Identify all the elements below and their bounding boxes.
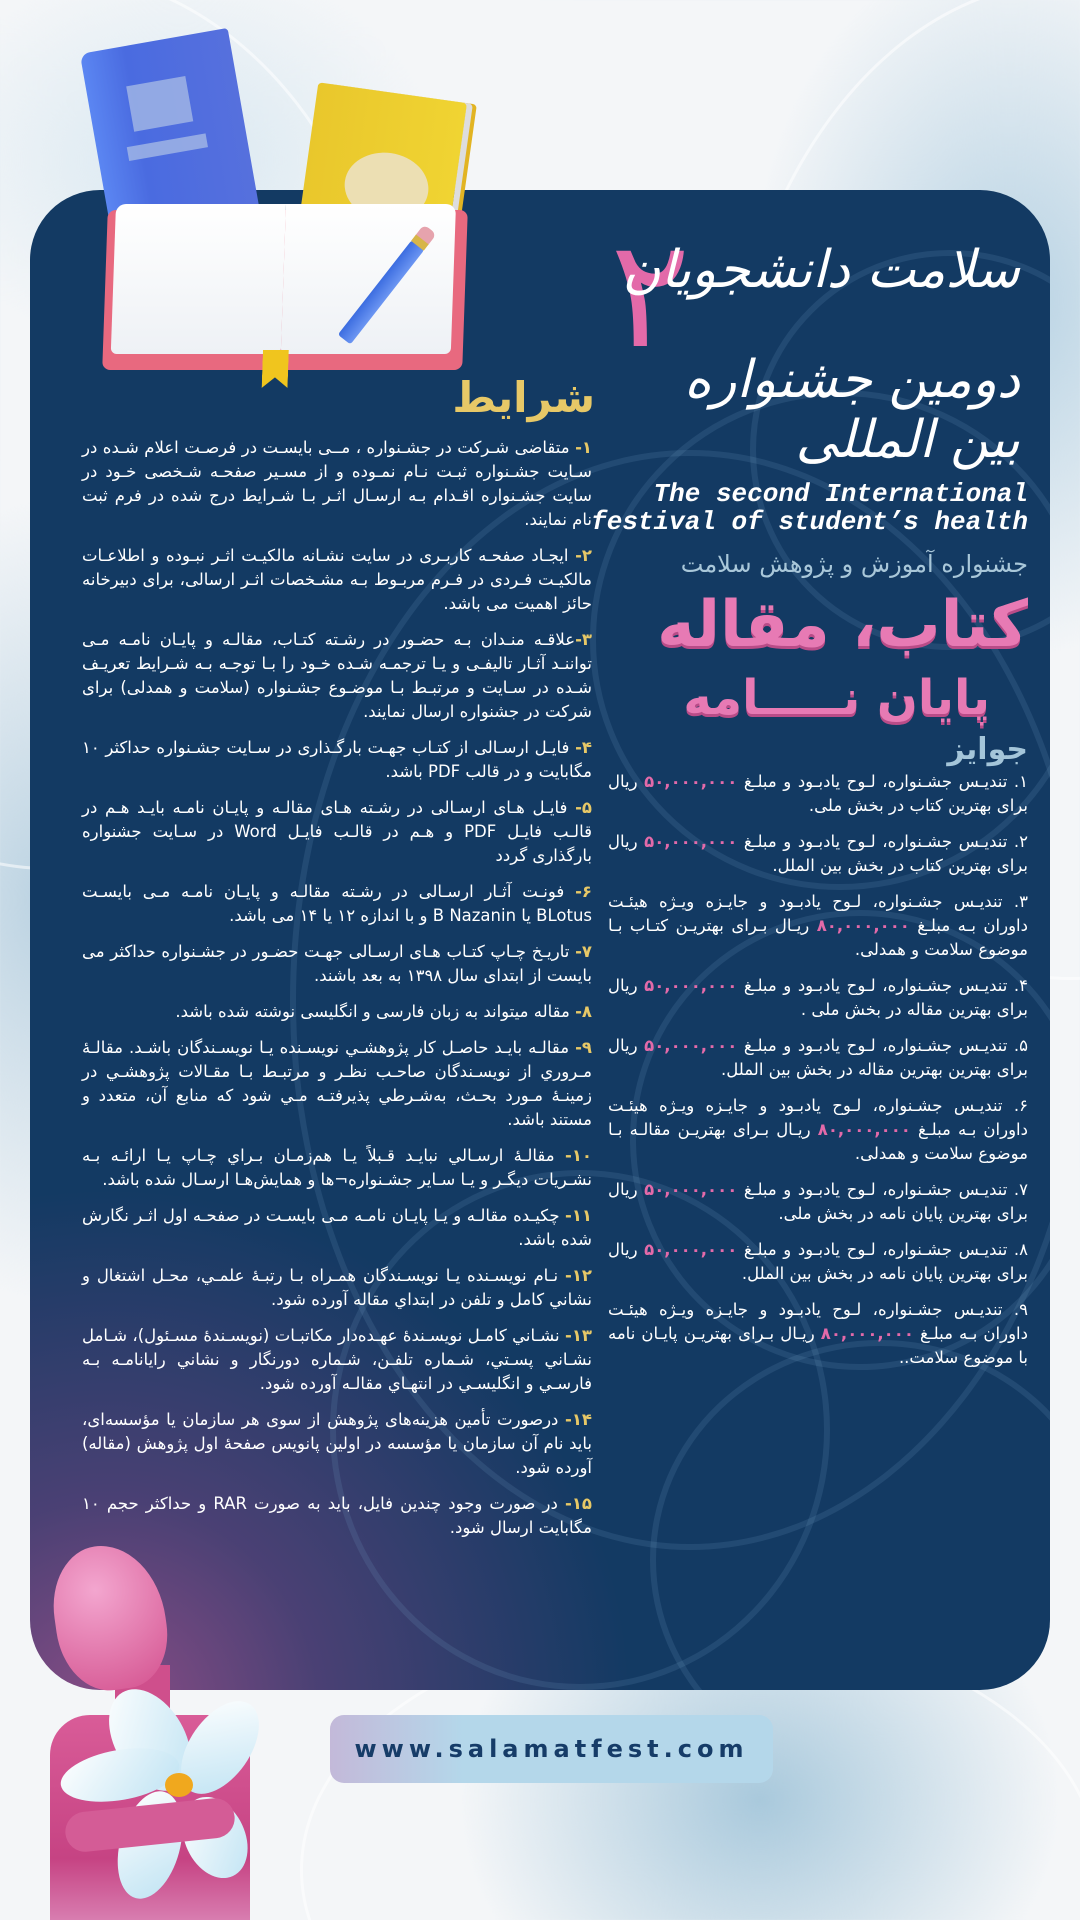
condition-text: علاقـه منـدان بـه حضـور در رشـته کتـاب، مقالـه و پایـان نامـه مـی تواننـد آثـار تالیفـی و یـا ترجمـه شـده خـود را بـا توجـه بـه شـرایط تعریـف شـده در سـایت و مرتبـط بـا موضـوع جشـنواره (سلامت و همدلی) برای شرکت در جشنواره ارسال نمایند. (82, 630, 592, 721)
award-text: ۴. تندیـس جشـنواره، لـوح یادبـود و مبلـغ (737, 976, 1028, 995)
logo-line-1: سلامت دانشجویان (622, 240, 1020, 300)
condition-item (82, 1408, 592, 1480)
english-title-line-2: festival of student’s health (591, 507, 1028, 537)
award-amount: ۸۰,۰۰۰,۰۰۰ (817, 1120, 911, 1139)
award-text: ریال برای بهترین پایان نامه در بخش بین الملل. (608, 1240, 1028, 1283)
award-item (608, 770, 1028, 818)
condition-number: ۱۲- (564, 1266, 592, 1285)
condition-text: فونـت آثـار ارسـالی در رشـته مقالـه و پایـان نامـه مـی بایسـت BLotus یا B Nazanin و با اندازه ۱۲ یا ۱۴ می باشد. (82, 882, 592, 925)
award-amount: ۵۰,۰۰۰,۰۰۰ (644, 1180, 738, 1199)
award-text: ۶. تندیـس جشـنواره، لـوح یادبـود و جایـزه ویـژه هیئـت داوران بـه مبلـغ (608, 1096, 1028, 1139)
condition-number: ۸- (575, 1002, 592, 1021)
awards-heading: جوایز (947, 732, 1028, 767)
condition-text: نشـاني كامـل نويسـندۀ عهـده‌دار مكاتبـات (نويسـندۀ مسـئول)، شـامل نشـاني پسـتي، شـماره تلفـن، شـماره دورنگار و نشاني رايانامـه بـه فارسـي و انگليسـي در انتهـاي مقالـه آورده شود. (82, 1326, 592, 1393)
condition-text: فایـل هـای ارسـالی در رشـته هـای مقالـه و پایـان نامـه بایـد هـم در قالـب فایـل PDF و هـم در قالـب فایـل Word در سـایت جشنواره بارگذاری گردد (82, 798, 592, 865)
condition-item (82, 1000, 592, 1024)
award-item (608, 1298, 1028, 1370)
condition-number: ۱۱- (564, 1206, 592, 1225)
condition-number: ۶- (575, 882, 592, 901)
conditions-list (82, 436, 592, 1552)
condition-number: ۹- (575, 1038, 592, 1057)
condition-text: چکیـده مقالـه و یـا پایـان نامـه مـی بایسـت در صفحـه اول اثـر نگارش شده باشد. (82, 1206, 592, 1249)
condition-item (82, 1324, 592, 1396)
award-text: ۹. تندیـس جشـنواره، لـوح یادبـود و جایـزه ویـژه هیئـت داوران بـه مبلـغ (608, 1300, 1028, 1343)
condition-number: ۷- (575, 942, 592, 961)
award-item (608, 1034, 1028, 1082)
condition-text: مقالـه بایـد حاصـل کار پژوهشـي نويسـنده يـا نويسـندگان باشـد. مقالـۀ مـروري از نويسـندگان صاحـب نظـر و مرتبـط بـا مقـالات پژوهشـي در زمينـۀ مـورد بحـث، به‌شـرطي پذيرفتـه مـي شود كه منابع آن، متعدد و مستند باشد. (82, 1038, 592, 1129)
condition-item (82, 544, 592, 616)
condition-text: نـام نويسـنده يـا نويسـندگان همـراه بـا رتبـۀ علمـي، محـل اشتغال و نشاني كامل و تلفن در ابتداي مقاله آورده شود. (82, 1266, 592, 1309)
award-text: ریال برای بهترین کتاب در بخش بین الملل. (608, 832, 1028, 875)
award-text: ریـال بـرای بهتریـن مقالـه بـا موضوع سلامت و همدلی. (608, 1120, 1028, 1163)
condition-item (82, 1204, 592, 1252)
website-url-text[interactable]: www.salamatfest.com (354, 1735, 749, 1763)
award-text: ریال برای بهترین کتاب در بخش ملی. (608, 772, 1028, 815)
condition-item (82, 628, 592, 724)
books-illustration (80, 40, 520, 380)
conditions-heading: شرایط (452, 373, 595, 422)
award-text: ۳. تندیـس جشـنواره، لـوح یادبـود و جایـزه ویـژه هیئـت داوران بـه مبلـغ (608, 892, 1028, 935)
award-text: ریال برای بهترین پایان نامه در بخش ملی. (608, 1180, 1028, 1223)
condition-number: ۱۵- (564, 1494, 592, 1513)
english-title (588, 480, 1028, 536)
award-text: ریال برای بهترین مقاله در بخش ملی . (608, 976, 1028, 1019)
condition-text: متقاضی شـرکت در جشـنواره ، مــی بایسـت در فرصـت اعلام شـده در سـایت جشـنواره ثبـت نـام نمـوده و از مسـیر صفحـه شـخصی خـود در سایت جشـنواره اقـدام بـه ارسـال اثـر بـا شـرایط درج شده در فرم ثبت نام نمایند. (82, 438, 592, 529)
condition-text: درصورت تأمین هزینه‌های پژوهش از سوی هر سازمان یا مؤسسه‌ای، باید نام آن سازمان یا مؤسسه در اولین پانویس صفحۀ اول پژوهش (مقاله) آورده شود. (82, 1410, 592, 1477)
condition-text: فایـل ارسـالی از کتـاب جهـت بارگـذاری در سـایت جشـنواره حداکثر ۱۰ مگابایت و در قالب PDF باشد. (82, 738, 592, 781)
condition-number: ۳- (575, 630, 592, 649)
award-amount: ۵۰,۰۰۰,۰۰۰ (644, 1036, 738, 1055)
award-text: ۱. تندیـس جشـنواره، لـوح یادبـود و مبلـغ (737, 772, 1028, 791)
award-item (608, 974, 1028, 1022)
award-amount: ۸۰,۰۰۰,۰۰۰ (816, 916, 910, 935)
festival-subtitle: جشنواره آموزش و پژوهش سلامت (680, 550, 1028, 578)
condition-text: مقالـۀ ارسـالي نبايـد قـبلاً يـا هم‌زمـان بـراي چـاپ يـا ارائـه بـه نشـريات ديگـر و يـا سـاير جشـنواره¬ها و همايش‌هـا ارسـال شده باشد. (82, 1146, 592, 1189)
condition-text: ایجـاد صفحـه کاربـری در سایت نشـانه مالکیـت اثـر نبـوده و اطلاعـات مالکیـت فـردی در فـرم مربـوط بـه مشـخصات اثـر ارسالی، برای دبیرخانه حائز اهمیت می باشد. (82, 546, 592, 613)
condition-item (82, 1492, 592, 1540)
award-text: ۵. تندیـس جشـنواره، لـوح یادبـود و مبلـغ (737, 1036, 1028, 1055)
award-amount: ۵۰,۰۰۰,۰۰۰ (644, 832, 738, 851)
condition-item (82, 796, 592, 868)
awards-list (608, 770, 1028, 1382)
award-text: ۷. تندیـس جشـنواره، لـوح یادبـود و مبلـغ (737, 1180, 1028, 1199)
award-amount: ۵۰,۰۰۰,۰۰۰ (644, 772, 738, 791)
condition-item (82, 880, 592, 928)
logo-line-2: دومین جشنواره بین المللی (684, 350, 1020, 470)
award-text: ریال برای بهترین بهترین مقاله در بخش بین الملل. (608, 1036, 1028, 1079)
condition-text: در صورت وجود چندین فایل، باید به صورت RAR و حداکثر حجم ۱۰ مگابایت ارسال شود. (82, 1494, 592, 1537)
award-text: ۸. تندیـس جشـنواره، لـوح یادبـود و مبلـغ (737, 1240, 1028, 1259)
award-text: ریـال بـرای بهتریـن پایـان نامه با موضوع سلامت.. (608, 1324, 1028, 1367)
condition-text: تاریـخ چـاپ کتـاب هـای ارسـالی جهـت حضـور در جشـنواره حداکثر می بایست از ابتدای سال ۱۳۹۸ به بعد باشند. (82, 942, 592, 985)
award-text: ریـال بـرای بهتریـن کتـاب بـا موضوع سلامت و همدلی. (608, 916, 1028, 959)
open-book-icon (102, 210, 468, 370)
condition-number: ۴- (575, 738, 592, 757)
condition-text: مقاله میتواند به زبان فارسی و انگلیسی نوشته شده باشد. (175, 1002, 576, 1021)
condition-item (82, 1036, 592, 1132)
website-url[interactable] (330, 1715, 773, 1783)
condition-item (82, 1144, 592, 1192)
festival-logo-calligraphy (600, 210, 1020, 470)
condition-number: ۲- (575, 546, 592, 565)
condition-item (82, 940, 592, 988)
condition-number: ۱۰- (564, 1146, 592, 1165)
condition-number: ۱- (575, 438, 592, 457)
flower-icon (165, 1773, 193, 1797)
category-subtitle: پایان نـــــامه (683, 670, 990, 726)
condition-item (82, 436, 592, 532)
condition-item (82, 736, 592, 784)
award-amount: ۵۰,۰۰۰,۰۰۰ (644, 1240, 738, 1259)
category-title: کتاب، مقاله (657, 588, 1028, 662)
condition-number: ۱۴- (564, 1410, 592, 1429)
award-amount: ۵۰,۰۰۰,۰۰۰ (644, 976, 738, 995)
award-item (608, 830, 1028, 878)
award-item (608, 890, 1028, 962)
figure-hugging-flower-illustration (20, 1545, 260, 1920)
english-title-line-1: The second International (653, 479, 1028, 509)
award-item (608, 1238, 1028, 1286)
logo-number: ۲ (610, 208, 691, 382)
award-amount: ۸۰,۰۰۰,۰۰۰ (820, 1324, 914, 1343)
award-item (608, 1094, 1028, 1166)
award-item (608, 1178, 1028, 1226)
condition-item (82, 1264, 592, 1312)
award-text: ۲. تندیـس جشـنواره، لـوح یادبـود و مبلـغ (737, 832, 1028, 851)
condition-number: ۵- (575, 798, 592, 817)
condition-number: ۱۳- (564, 1326, 592, 1345)
